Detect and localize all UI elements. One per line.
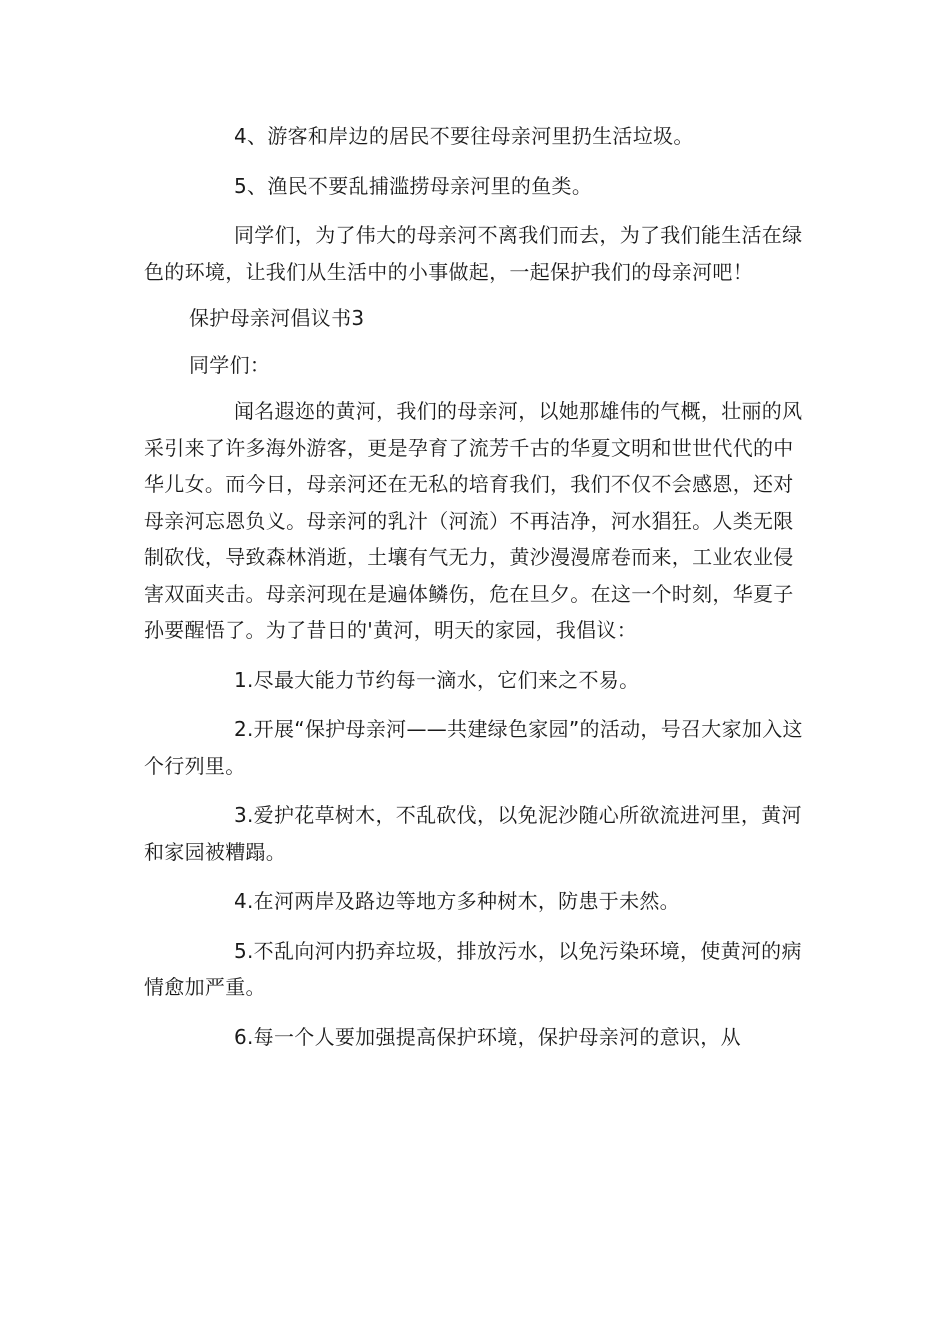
- list-item: 5、渔民不要乱捕滥捞母亲河里的鱼类。: [234, 173, 593, 198]
- list-item: 4.在河两岸及路边等地方多种树木，防患于未然。: [234, 889, 680, 913]
- salutation: 同学们：: [189, 352, 271, 377]
- list-item: 5.不乱向河内扔弃垃圾，排放污水，以免污染环境，使黄河的病情愈加严重。: [144, 938, 802, 999]
- list-item: 3.爱护花草树木，不乱砍伐，以免泥沙随心所欲流进河里，黄河和家园被糟蹋。: [144, 803, 802, 864]
- list-item: 6.每一个人要加强提高保护环境，保护母亲河的意识，从: [234, 1024, 741, 1049]
- paragraph: 闻名遐迩的黄河，我们的母亲河，以她那雄伟的气概，壮丽的风采引来了许多海外游客，更是孕育了流芳千古的华夏文明和世世代代的中华儿女。而今日，母亲河还在无私的培育我们，我们不仅不会感恩，还对母亲河忘恩负义。母亲河的乳汁（河流）不再洁净，河水猖狂。人类无限制砍伐，导致森林消逝，土壤有气无力，黄沙漫漫席卷而来，工业农业侵害双面夹击。母亲河现在是遍体鳞伤，危在旦夕。在这一个时刻，华夏子孙要醒悟了。为了昔日的'黄河，明天的家园，我倡议：: [144, 399, 803, 642]
- paragraph: 同学们，为了伟大的母亲河不离我们而去，为了我们能生活在绿色的环境，让我们从生活中的小事做起，一起保护我们的母亲河吧！: [144, 223, 803, 284]
- section-heading: 保护母亲河倡议书3: [189, 306, 365, 330]
- document-body: [144, 118, 809, 1055]
- list-item: 4、游客和岸边的居民不要往母亲河里扔生活垃圾。: [234, 124, 694, 148]
- list-item: 2.开展“保护母亲河——共建绿色家园”的活动，号召大家加入这个行列里。: [144, 717, 803, 778]
- list-item: 1.尽最大能力节约每一滴水，它们来之不易。: [234, 667, 640, 692]
